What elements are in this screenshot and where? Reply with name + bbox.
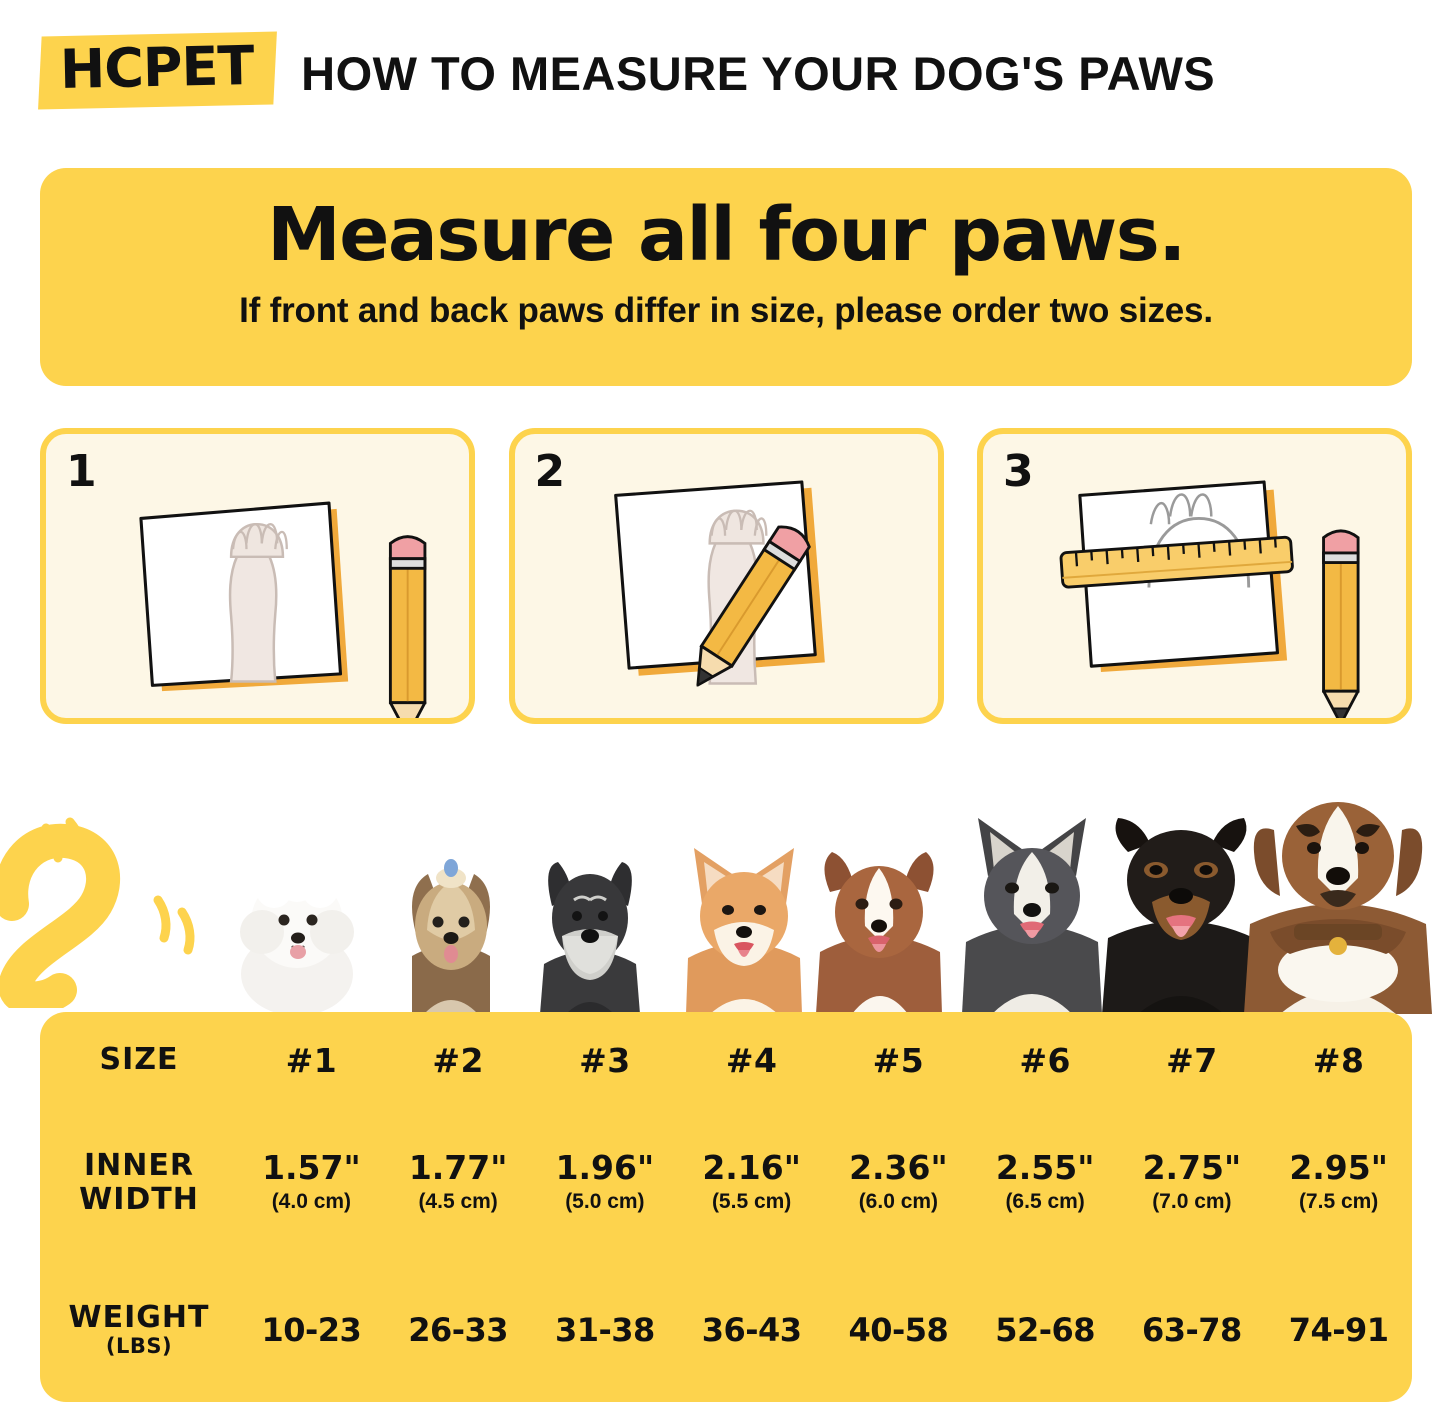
pencil-tracing-paw-icon	[515, 434, 938, 718]
dog-shiba-inu	[668, 832, 820, 1014]
dog-yorkshire-terrier	[388, 838, 514, 1014]
inner-width-in-3: 1.96"	[555, 1148, 655, 1188]
step-card-3	[977, 428, 1412, 724]
swoosh-decoration-icon	[0, 808, 220, 1008]
size-chart-table	[40, 1012, 1412, 1402]
dog-australian-shepherd	[800, 828, 958, 1014]
step-card-1	[40, 428, 475, 724]
inner-width-cm-6: (6.5 cm)	[1005, 1190, 1085, 1214]
row-label-inner-width	[40, 1108, 238, 1258]
row-label-weight-unit: (LBS)	[105, 1334, 173, 1359]
dog-saint-bernard	[1240, 764, 1436, 1014]
inner-width-cell-5	[825, 1108, 972, 1258]
weight-cell-4: 36-43	[701, 1311, 802, 1349]
table-row-size	[40, 1012, 1412, 1108]
table-row-inner-width	[40, 1108, 1412, 1258]
brand-logo	[38, 31, 277, 109]
row-label-weight-text: WEIGHT	[68, 1300, 210, 1336]
brand-name: HCPET	[59, 33, 254, 101]
inner-width-cell-8	[1265, 1108, 1412, 1258]
inner-width-cm-8: (7.5 cm)	[1298, 1190, 1379, 1214]
inner-width-in-2: 1.77"	[408, 1148, 508, 1188]
banner-subtitle: If front and back paws differ in size, please order two sizes.	[239, 290, 1213, 330]
table-row-weight	[40, 1258, 1412, 1402]
size-cell-3: #3	[579, 1040, 631, 1080]
dog-bichon-frise	[222, 854, 372, 1014]
size-cell-8: #8	[1312, 1040, 1365, 1080]
inner-width-cm-5: (6.0 cm)	[858, 1190, 939, 1214]
inner-width-cell-2	[385, 1108, 532, 1258]
weight-cell-8: 74-91	[1288, 1311, 1389, 1349]
weight-cell-7: 63-78	[1141, 1311, 1242, 1349]
size-cell-1: #1	[285, 1040, 338, 1080]
weight-cell-5: 40-58	[848, 1311, 949, 1349]
inner-width-cm-3: (5.0 cm)	[565, 1190, 645, 1214]
inner-width-cell-6	[972, 1108, 1119, 1258]
inner-width-cell-7	[1119, 1108, 1266, 1258]
size-cell-7: #7	[1166, 1040, 1218, 1080]
step-number-1: 1	[66, 446, 97, 497]
size-cell-2: #2	[432, 1040, 484, 1080]
size-cell-6: #6	[1019, 1040, 1071, 1080]
row-label-size: SIZE	[99, 1042, 179, 1078]
steps-row	[40, 428, 1412, 724]
inner-width-cell-4	[678, 1108, 825, 1258]
inner-width-in-8: 2.95"	[1289, 1148, 1388, 1188]
weight-cell-2: 26-33	[408, 1311, 509, 1349]
page-header	[40, 18, 1410, 128]
inner-width-cm-2: (4.5 cm)	[418, 1190, 498, 1214]
inner-width-in-5: 2.36"	[849, 1148, 948, 1188]
inner-width-in-1: 1.57"	[262, 1148, 361, 1188]
inner-width-cm-7: (7.0 cm)	[1152, 1190, 1232, 1214]
size-cell-5: #5	[872, 1040, 925, 1080]
weight-cell-6: 52-68	[995, 1311, 1096, 1349]
size-cell-4: #4	[725, 1040, 778, 1080]
inner-width-cm-4: (5.5 cm)	[711, 1190, 792, 1214]
step-card-2	[509, 428, 944, 724]
dog-lineup	[0, 742, 1445, 1014]
weight-cell-1: 10-23	[261, 1311, 362, 1349]
row-label-weight	[40, 1258, 238, 1402]
inner-width-cm-1: (4.0 cm)	[271, 1190, 352, 1214]
row-label-inner-width-line2: WIDTH	[79, 1182, 199, 1217]
step-number-2: 2	[534, 446, 566, 497]
measure-banner	[40, 168, 1412, 386]
inner-width-cell-3	[532, 1108, 679, 1258]
inner-width-cell-1	[238, 1108, 385, 1258]
row-label-inner-width-line1: INNER	[84, 1148, 194, 1184]
inner-width-in-7: 2.75"	[1142, 1148, 1242, 1188]
step-number-3: 3	[1003, 446, 1034, 497]
paw-on-paper-icon	[46, 434, 469, 718]
banner-title: Measure all four paws.	[267, 192, 1185, 278]
weight-cell-3: 31-38	[554, 1311, 655, 1349]
ruler-measuring-outline-icon	[983, 434, 1406, 718]
dog-alaskan-malamute	[948, 804, 1116, 1014]
page-title: HOW TO MEASURE YOUR DOG'S PAWS	[301, 46, 1216, 100]
inner-width-in-4: 2.16"	[702, 1148, 801, 1188]
dog-schnauzer	[522, 844, 658, 1014]
inner-width-in-6: 2.55"	[995, 1148, 1095, 1188]
